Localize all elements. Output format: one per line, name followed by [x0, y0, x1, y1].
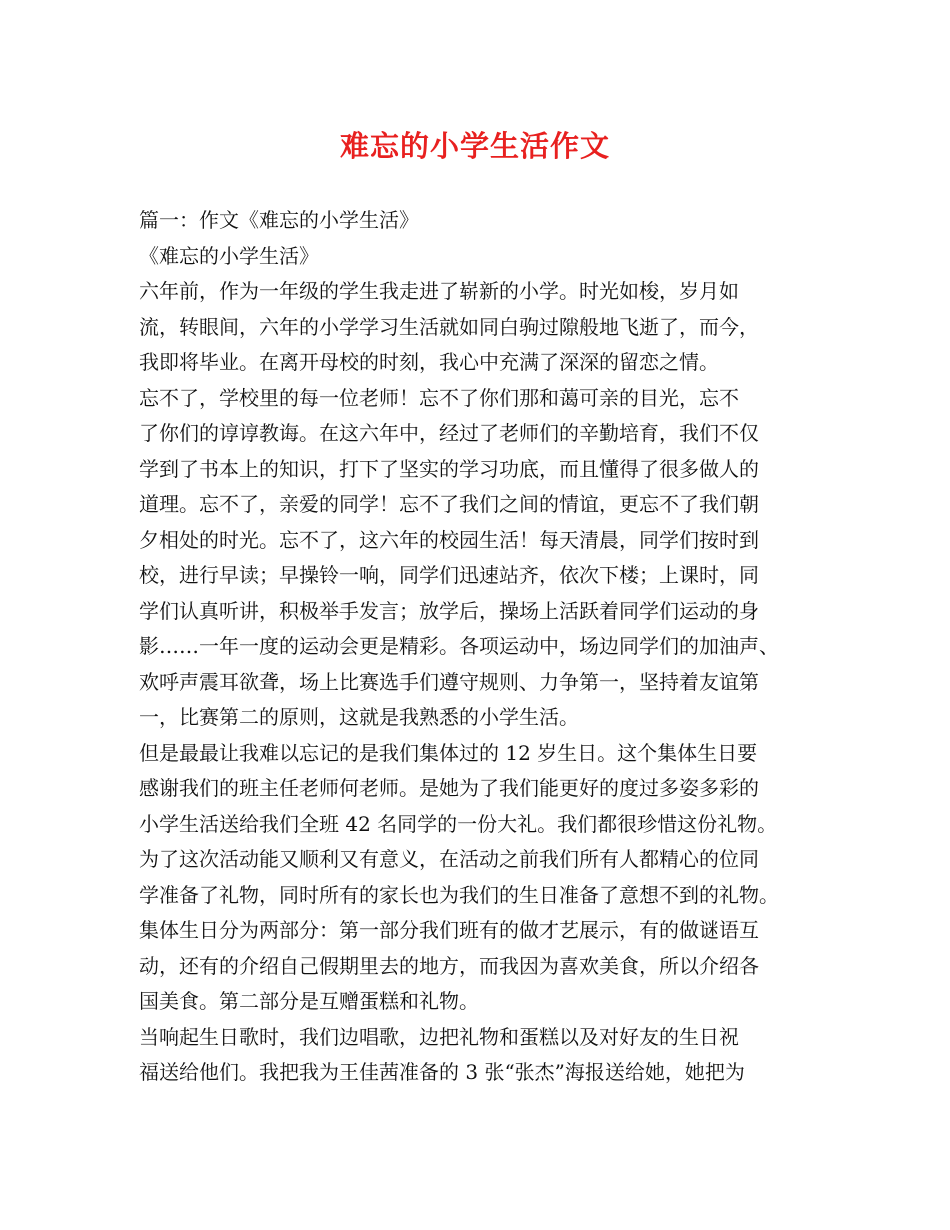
text-line: 欢呼声震耳欲聋，场上比赛选手们遵守规则、力争第一，坚持着友谊第	[139, 669, 759, 694]
text-line: 集体生日分为两部分：第一部分我们班有的做才艺展示，有的做谜语互	[139, 918, 759, 942]
text-line: 学到了书本上的知识，打下了坚实的学习功底，而且懂得了很多做人的	[139, 456, 759, 481]
text-line: 流，转眼间，六年的小学学习生活就如同白驹过隙般地飞逝了，而今，	[139, 314, 759, 339]
text-line: 六年前，作为一年级的学生我走进了崭新的小学。时光如梭，岁月如	[139, 279, 739, 303]
text-line: 但是最最让我难以忘记的是我们集体过的 12 岁生日。这个集体生日要	[139, 740, 758, 765]
text-line: 校，进行早读；早操铃一响，同学们迅速站齐，依次下楼；上课时，同	[139, 563, 759, 587]
text-line: 我即将毕业。在离开母校的时刻，我心中充满了深深的留恋之情。	[139, 350, 719, 374]
document-body	[139, 203, 819, 1091]
text-line: 为了这次活动能又顺利又有意义，在活动之前我们所有人都精心的位同	[139, 847, 759, 871]
text-line: 福送给他们。我把我为王佳茜准备的 3 张“张杰”海报送给她，她把为	[139, 1060, 745, 1084]
text-line: 感谢我们的班主任老师何老师。是她为了我们能更好的度过多姿多彩的	[139, 776, 759, 800]
text-line: 了你们的谆谆教诲。在这六年中，经过了老师们的辛勤培育，我们不仅	[139, 421, 759, 445]
text-line: 夕相处的时光。忘不了，这六年的校园生活！每天清晨，同学们按时到	[139, 527, 759, 552]
text-line: 影……一年一度的运动会更是精彩。各项运动中，场边同学们的加油声、	[139, 634, 779, 658]
text-line: 学们认真听讲，积极举手发言；放学后，操场上活跃着同学们运动的身	[139, 598, 759, 623]
text-line: 篇一：作文《难忘的小学生活》	[139, 208, 419, 232]
text-line: 一，比赛第二的原则，这就是我熟悉的小学生活。	[139, 705, 579, 729]
text-line: 国美食。第二部分是互赠蛋糕和礼物。	[139, 989, 479, 1013]
text-line: 小学生活送给我们全班 42 名同学的一份大礼。我们都很珍惜这份礼物。	[139, 811, 778, 836]
text-line: 当响起生日歌时，我们边唱歌，边把礼物和蛋糕以及对好友的生日祝	[139, 1024, 739, 1049]
text-line: 《难忘的小学生活》	[139, 243, 319, 268]
text-line: 动，还有的介绍自己假期里去的地方，而我因为喜欢美食，所以介绍各	[139, 953, 759, 978]
text-line: 忘不了，学校里的每一位老师！忘不了你们那和蔼可亲的目光，忘不	[139, 385, 739, 410]
text-line: 学准备了礼物，同时所有的家长也为我们的生日准备了意想不到的礼物。	[139, 882, 779, 907]
document-title: 难忘的小学生活作文	[339, 129, 610, 163]
text-line: 道理。忘不了，亲爱的同学！忘不了我们之间的情谊，更忘不了我们朝	[139, 492, 759, 516]
